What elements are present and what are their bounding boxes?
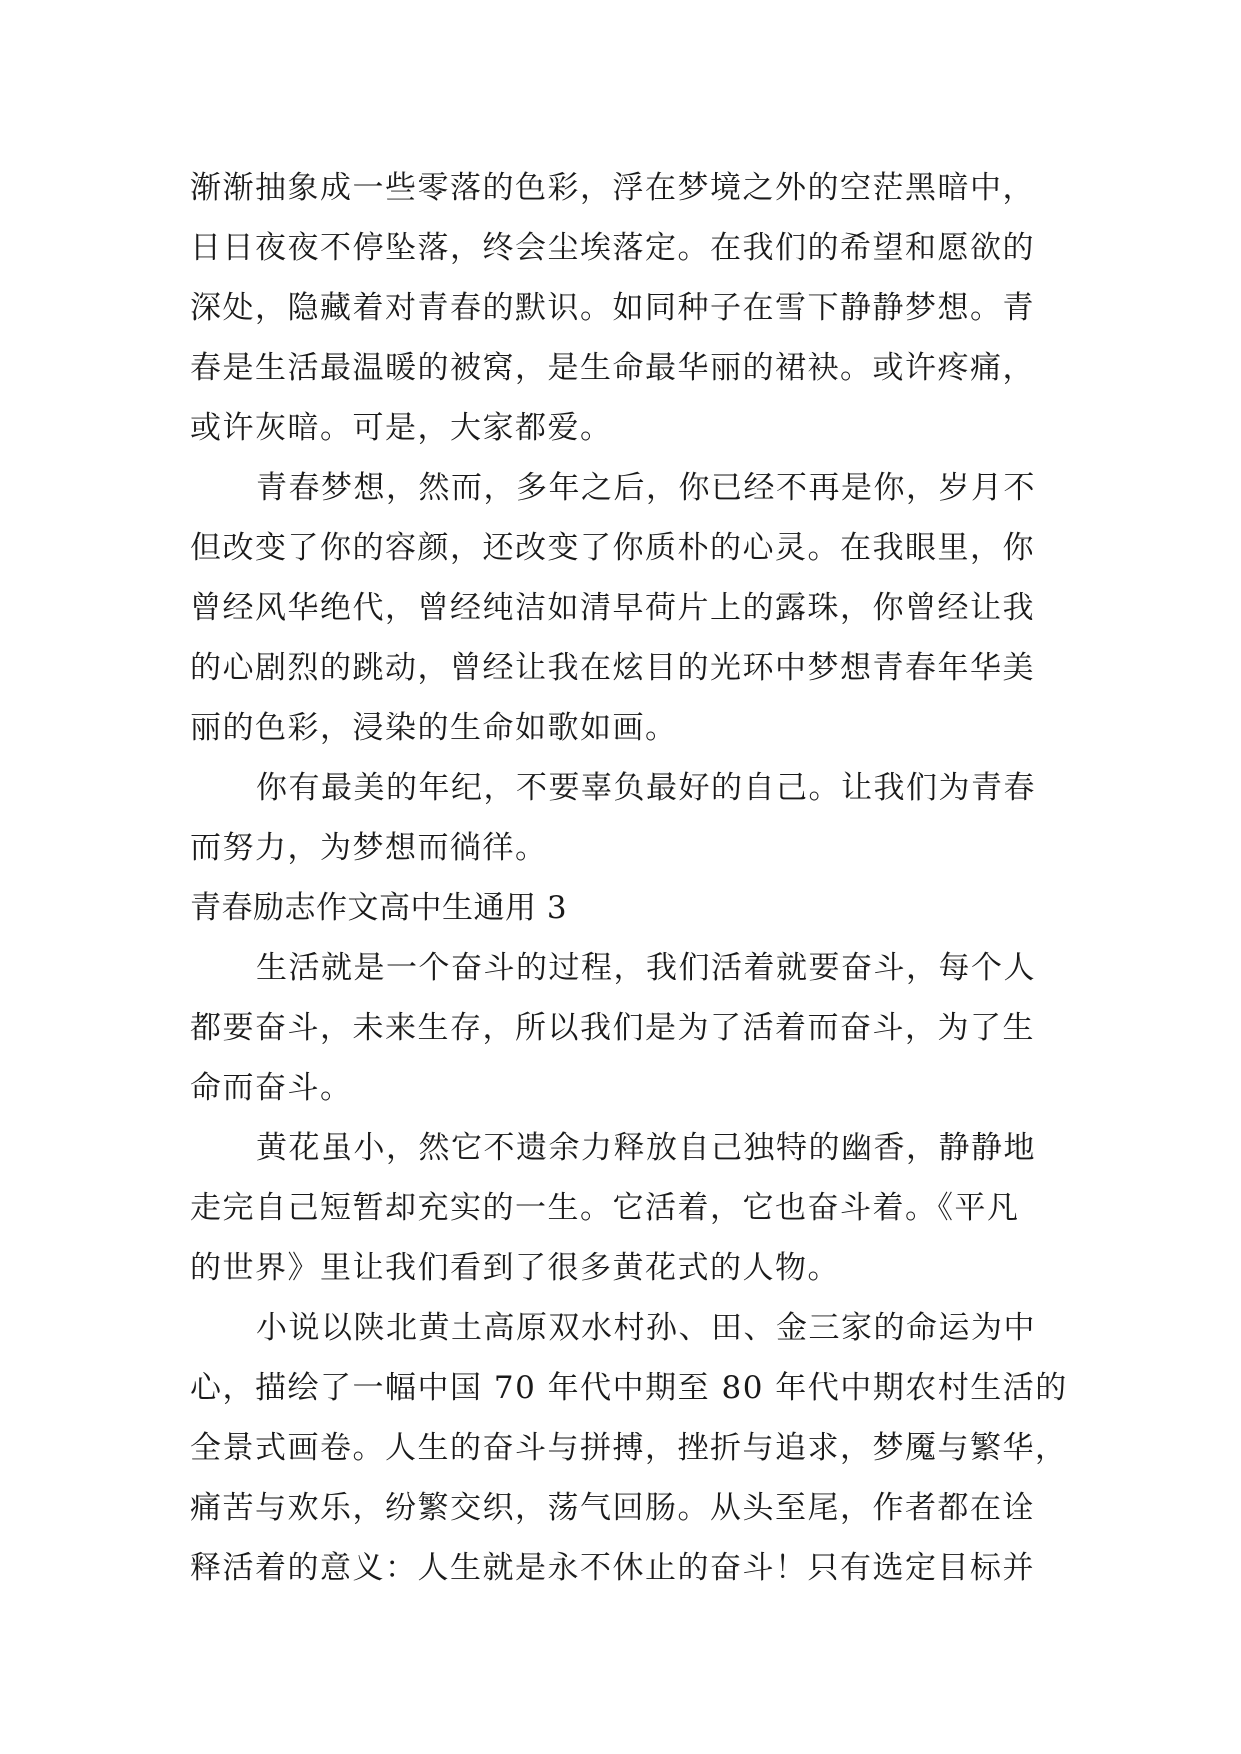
text-line: 的心剧烈的跳动，曾经让我在炫目的光环中梦想青春年华美 [190, 650, 1035, 686]
paragraph-first-line: 黄花虽小，然它不遗余力释放自己独特的幽香，静静地 [256, 1130, 1036, 1166]
text-line: 而努力，为梦想而徜徉。 [190, 830, 548, 866]
text-line: 春是生活最温暖的被窝，是生命最华丽的裙袂。或许疼痛， [190, 350, 1035, 386]
paragraph-first-line: 青春梦想，然而，多年之后，你已经不再是你，岁月不 [256, 470, 1036, 506]
text-line: 日日夜夜不停坠落，终会尘埃落定。在我们的希望和愿欲的 [190, 230, 1035, 266]
text-line: 心，描绘了一幅中国 70 年代中期至 80 年代中期农村生活的 [190, 1370, 1068, 1406]
text-line: 全景式画卷。人生的奋斗与拼搏，挫折与追求，梦魇与繁华， [190, 1430, 1068, 1466]
text-line: 命而奋斗。 [190, 1070, 353, 1106]
text-line: 释活着的意义：人生就是永不休止的奋斗！只有选定目标并 [190, 1550, 1035, 1586]
text-line: 渐渐抽象成一些零落的色彩，浮在梦境之外的空茫黑暗中， [190, 170, 1035, 206]
text-line: 都要奋斗，未来生存，所以我们是为了活着而奋斗，为了生 [190, 1010, 1035, 1046]
text-line: 曾经风华绝代，曾经纯洁如清早荷片上的露珠，你曾经让我 [190, 590, 1035, 626]
paragraph-first-line: 小说以陕北黄土高原双水村孙、田、金三家的命运为中 [256, 1310, 1036, 1346]
text-line: 走完自己短暂却充实的一生。它活着，它也奋斗着。《平凡 [190, 1190, 1020, 1226]
paragraph-first-line: 生活就是一个奋斗的过程，我们活着就要奋斗，每个人 [256, 950, 1036, 986]
text-line: 但改变了你的容颜，还改变了你质朴的心灵。在我眼里，你 [190, 530, 1035, 566]
document-body [190, 158, 1068, 1598]
paragraph-first-line: 你有最美的年纪，不要辜负最好的自己。让我们为青春 [256, 770, 1036, 806]
text-line: 痛苦与欢乐，纷繁交织，荡气回肠。从头至尾，作者都在诠 [190, 1490, 1035, 1526]
text-line: 或许灰暗。可是，大家都爱。 [190, 410, 613, 446]
section-heading: 青春励志作文高中生通用 3 [190, 890, 568, 926]
text-line: 深处，隐藏着对青春的默识。如同种子在雪下静静梦想。青 [190, 290, 1035, 326]
text-line: 的世界》里让我们看到了很多黄花式的人物。 [190, 1250, 840, 1286]
text-line: 丽的色彩，浸染的生命如歌如画。 [190, 710, 678, 746]
